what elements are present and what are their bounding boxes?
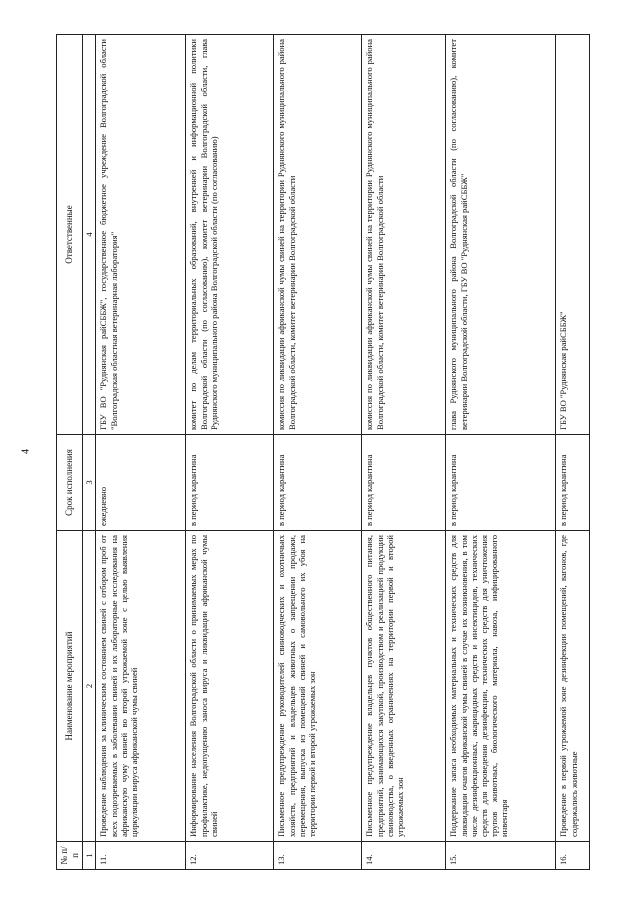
table-row bbox=[362, 35, 446, 870]
measure-deadline: в период карантина bbox=[186, 435, 274, 531]
row-index: 14. bbox=[362, 842, 446, 870]
table-header-row bbox=[57, 35, 83, 870]
table-row bbox=[96, 35, 186, 870]
header-number: № п/п bbox=[57, 842, 83, 870]
table-row bbox=[186, 35, 274, 870]
measure-deadline: в период карантина bbox=[274, 435, 362, 531]
measure-responsible: глава Руднянского муниципального района Волгоградской области (по согласованию), комитет ветеринарии Волгоградской области, ГБУ ВО "Руднянская райСББЖ" bbox=[446, 35, 556, 435]
measure-deadline: в период карантина bbox=[556, 435, 590, 531]
column-number: 2 bbox=[83, 531, 96, 842]
header-deadline: Срок исполнения bbox=[57, 435, 83, 531]
rotated-page bbox=[56, 35, 579, 870]
measure-responsible: ГБУ ВО "Руднянская райСББЖ" bbox=[556, 35, 590, 435]
measure-responsible: ГБУ ВО "Руднянская райСББЖ", государственное бюджетное учреждение Волгоградской области "Волгоградская областная ветеринарная лаборатория" bbox=[96, 35, 186, 435]
column-number: 1 bbox=[83, 842, 96, 870]
table-row bbox=[556, 35, 590, 870]
row-index: 16. bbox=[556, 842, 590, 870]
measure-name: Письменное предупреждение владельцев пунктов общественного питания, предприятий, занимающихся закупкой, производством и реализацией продукции свиноводства, о введенных ограничениях на территории первой и второй угрожаемых зон bbox=[362, 531, 446, 842]
measure-deadline: в период карантина bbox=[362, 435, 446, 531]
table-row bbox=[274, 35, 362, 870]
column-number-row bbox=[83, 35, 96, 870]
measure-responsible: комитет по делам территориальных образований, внутренней и информационной политики Волгоградской области (по согласованию), комитет ветеринарии Волгоградской области, глава Руднянского муниципального района Волгоградской области (по согласованию) bbox=[186, 35, 274, 435]
measure-deadline: в период карантина bbox=[446, 435, 556, 531]
measure-name: Поддержание запаса необходимых материальных и технических средств для ликвидации очагов африканской чумы свиней в случае их возникновения, в том числе дезинфекционных, акарицидных средств и инсектицидов, технических средств для проведения дезинфекции, технических средств для уничтожения трупов животных, биологического материала, навоза, инфицированного инвентаря bbox=[446, 531, 556, 842]
column-number: 4 bbox=[83, 35, 96, 435]
row-index: 12. bbox=[186, 842, 274, 870]
measure-responsible: комиссия по ликвидации африканской чумы свиней на территории Руднянского муниципального района Волгоградской области, комитет ветеринарии Волгоградской области bbox=[362, 35, 446, 435]
row-index: 15. bbox=[446, 842, 556, 870]
table-row bbox=[446, 35, 556, 870]
measure-name: Письменное предупреждение руководителей свиноводческих и охотничьих хозяйств, предприятий и владельцев животных о запрещении продажи, перемещения, выпуска из помещений свиней и самовольного их убоя на территории первой и второй угрожаемых зон bbox=[274, 531, 362, 842]
column-number: 3 bbox=[83, 435, 96, 531]
measure-name: Проведение в первой угрожаемой зоне дезинфекции помещений, вагонов, где содержались животные bbox=[556, 531, 590, 842]
header-responsible: Ответственные bbox=[57, 35, 83, 435]
page-number: 4 bbox=[20, 449, 32, 454]
measures-table bbox=[56, 34, 590, 870]
measure-name: Проведение наблюдения за клиническим состоянием свиней с отбором проб от всех подозреваемых в заболевании свиней и их лабораторные исследования на африканскую чуму свиней во второй угрожаемой зоне с целью выявления циркуляции вируса африканской чумы свиней bbox=[96, 531, 186, 842]
measure-name: Информирование населения Волгоградской области о принимаемых мерах по профилактике, недопущению заноса вируса и ликвидации африканской чумы свиней bbox=[186, 531, 274, 842]
measure-responsible: комиссия по ликвидации африканской чумы свиней на территории Руднянского муниципального района Волгоградской области, комитет ветеринарии Волгоградской области bbox=[274, 35, 362, 435]
row-index: 11. bbox=[96, 842, 186, 870]
row-index: 13. bbox=[274, 842, 362, 870]
measure-deadline: ежедневно bbox=[96, 435, 186, 531]
header-measures: Наименование мероприятий bbox=[57, 531, 83, 842]
